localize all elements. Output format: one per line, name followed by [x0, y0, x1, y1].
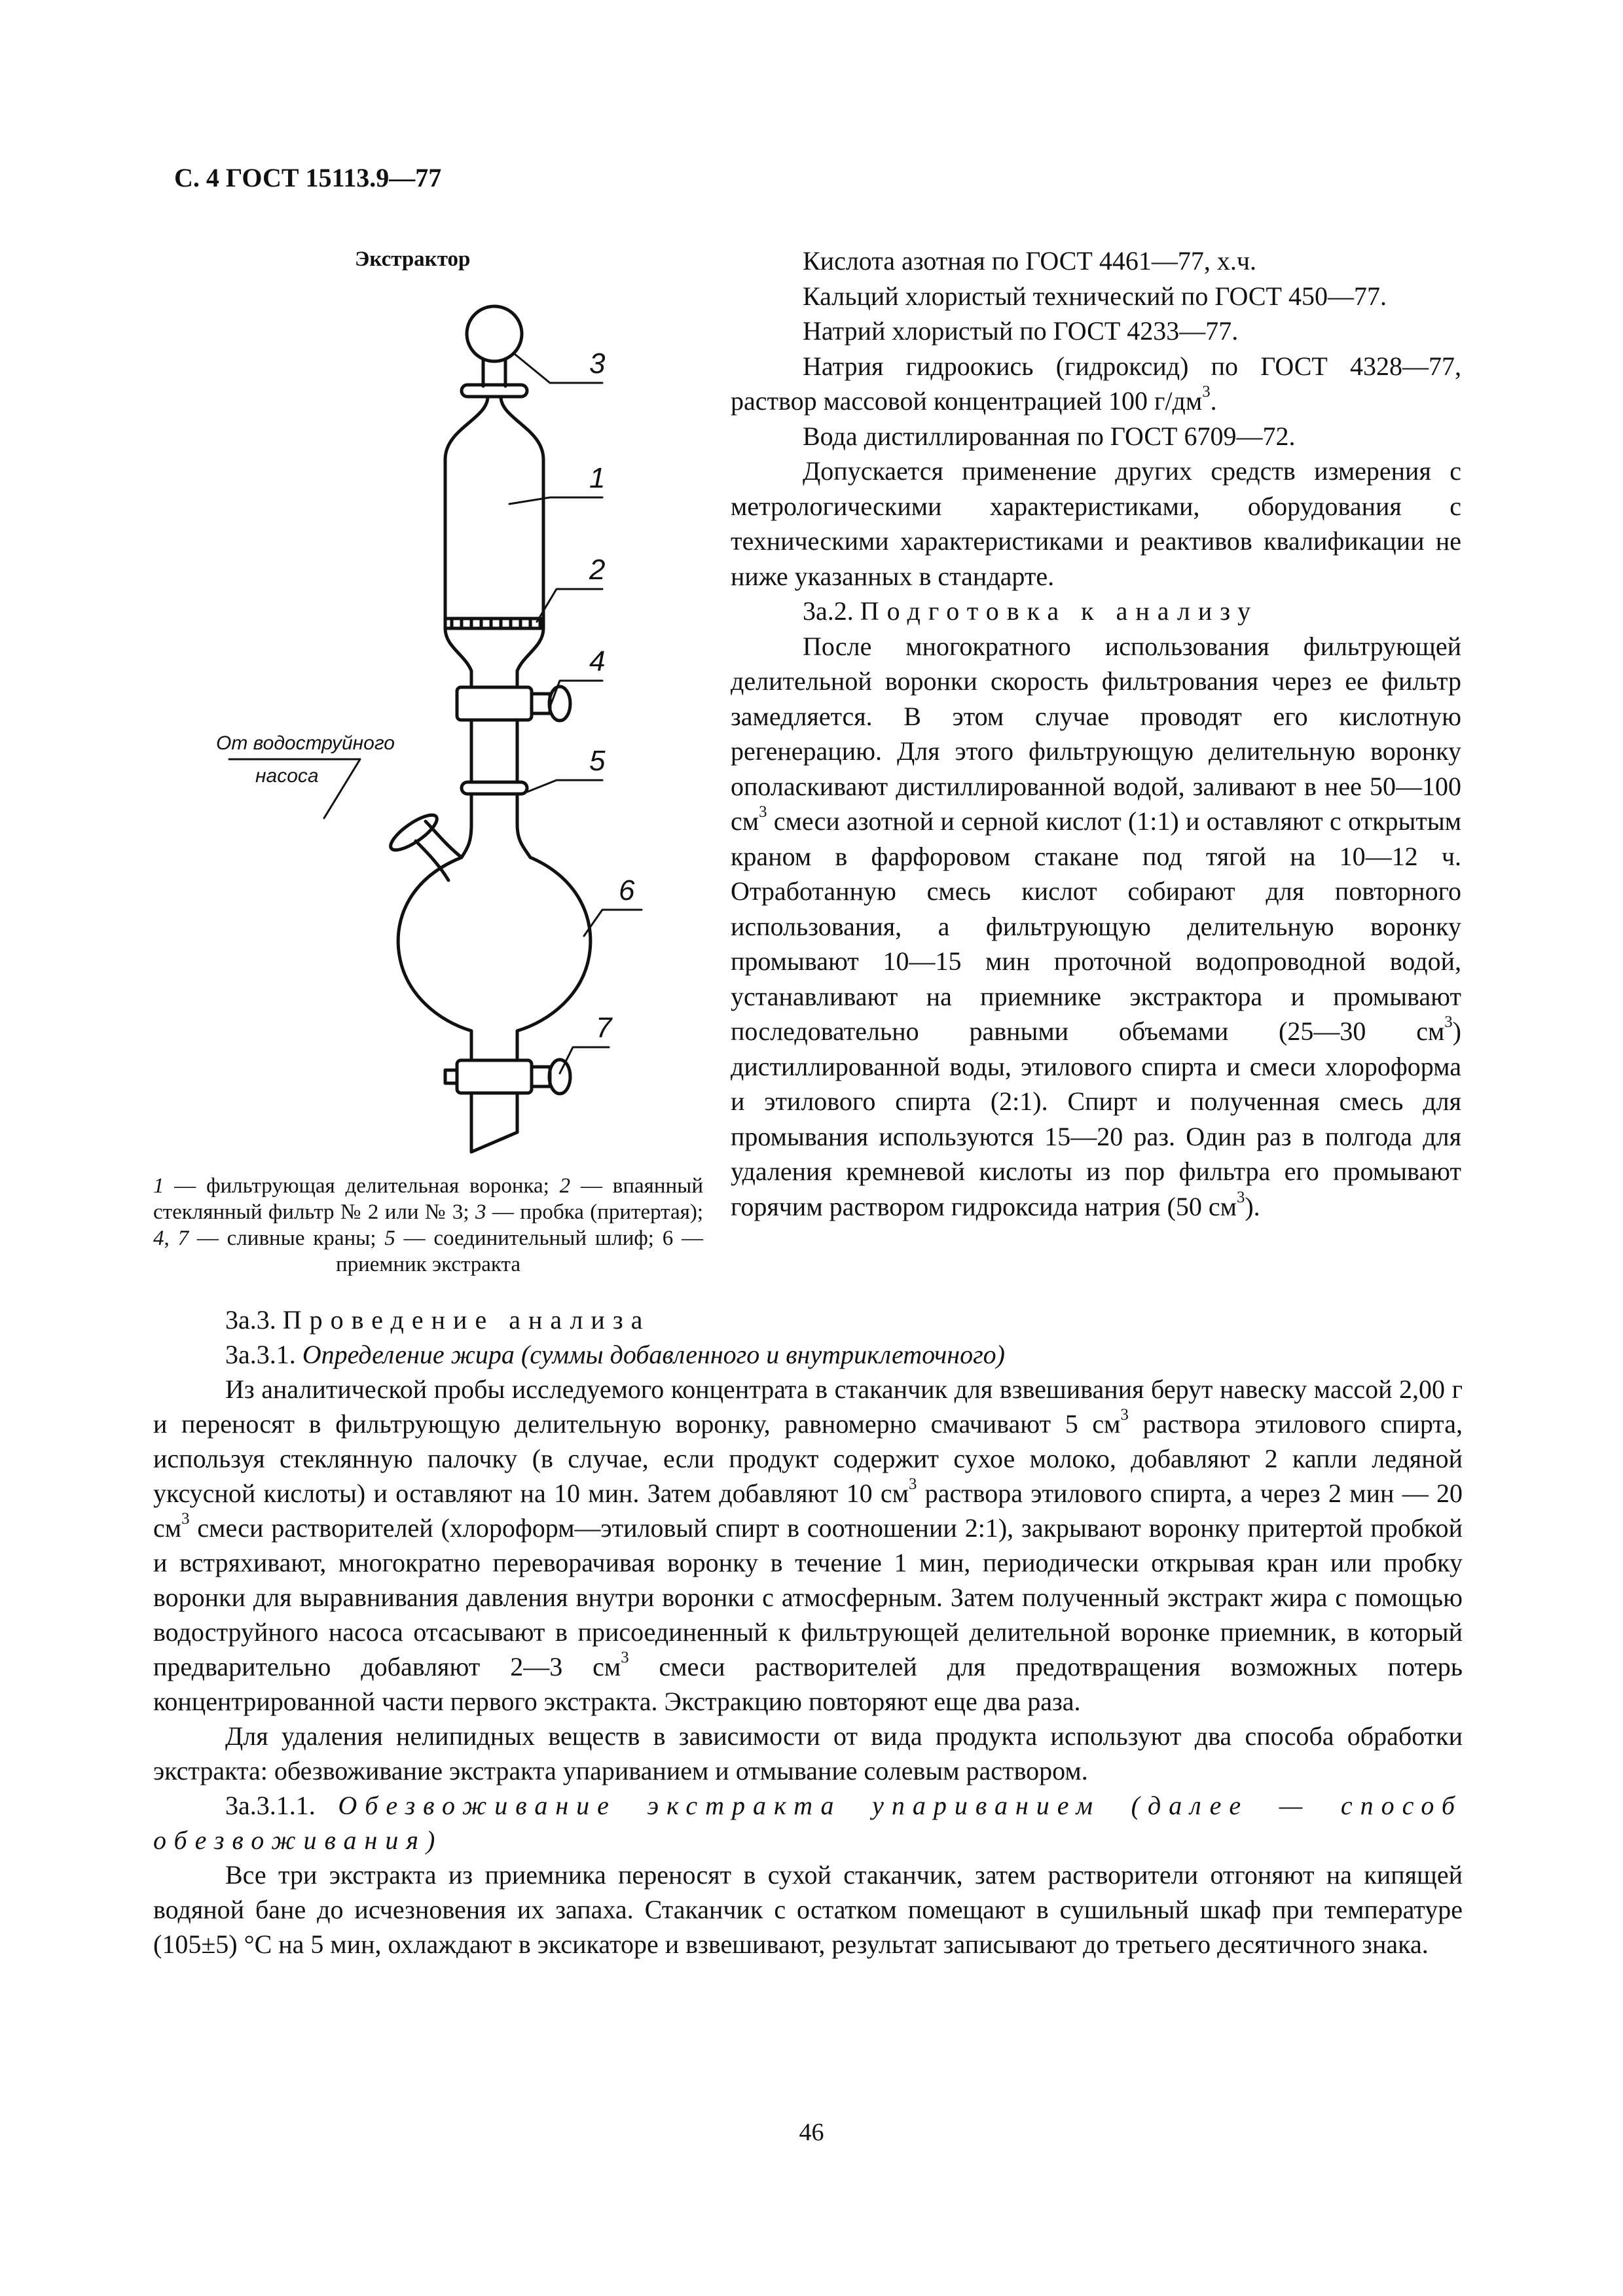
callout-2: 2: [589, 554, 606, 586]
reagent-line: Кальций хлористый технический по ГОСТ 450—77.: [803, 281, 1387, 311]
reagent-line: Кислота азотная по ГОСТ 4461—77, х.ч.: [803, 246, 1256, 276]
subsubsection-heading: [153, 1788, 1463, 1857]
text-run: раствора этилового спирта, используя стеклянную палочку (в случае, если продукт содержит сухое молоко, добавляют 2 капли ледяной уксусной кислоты) и оставляют на 10 мин. Затем добавляют 10 см: [153, 1409, 1463, 1508]
text-run: ).: [1245, 1191, 1260, 1221]
section-heading: [731, 594, 1461, 629]
section-title: Обезвоживание экстракта упариванием (далее — способ обезвоживания): [153, 1791, 1463, 1855]
text-run: .: [1210, 386, 1217, 416]
right-column: [731, 243, 1461, 1224]
section-number: 3а.3.: [225, 1305, 283, 1335]
ground-joint: [462, 782, 527, 794]
text-run: раствора этилового спирта, а через 2 мин — 20 см: [153, 1479, 1463, 1543]
figure-title: Экстрактор: [355, 247, 471, 271]
caption-text: ,: [164, 1227, 178, 1250]
text-run: Натрия гидроокись (гидроксид) по ГОСТ 4328—77, раствор массовой концентрацией 100 г/дм: [731, 351, 1461, 416]
caption-text: — сливные краны;: [189, 1227, 385, 1250]
extractor-figure: [183, 288, 707, 1158]
stopcock-upper: [457, 687, 532, 720]
drain-tip: [471, 1093, 517, 1152]
caption-num: 3: [475, 1200, 486, 1224]
caption-num: 2: [559, 1174, 571, 1198]
callout-1: 1: [589, 462, 606, 494]
page-header: С. 4 ГОСТ 15113.9—77: [174, 163, 442, 192]
text-run: После многократного использования фильтрующей делительной воронки скорость фильтрования через ее фильтр замедляется. В этом случае проводят его кислотную регенерацию. Для этого фильтрующую делительную воронку ополаскивают дистиллированной водой, заливают в нее 50—100 см: [731, 631, 1461, 836]
caption-text: — впаянный стеклянный фильтр № 2 или № 3;: [153, 1174, 703, 1224]
section-heading: [153, 1302, 1463, 1337]
text-run: смеси растворителей для предотвращения возможных потерь концентрированной части первого экстракта. Экстракцию повторяют еще два раза.: [153, 1652, 1463, 1716]
side-arm: [416, 821, 462, 880]
text-run: смеси азотной и серной кислот (1:1) и оставляют с открытым краном в фарфоровом стакане под тягой на 10—12 ч. Отработанную смесь кислот собирают для повторного использования, а фильтрующую делительную воронку промывают 10—15 мин проточной водопроводной водой, устанавливают на приемнике экстрактора и промывают последовательно равными объемами (25—30 см: [731, 806, 1461, 1046]
section-number: 3а.3.1.: [225, 1340, 302, 1369]
superscript: 3: [759, 803, 767, 821]
caption-num: 5: [384, 1227, 395, 1250]
paragraph: Все три экстракта из приемника переносят в сухой стаканчик, затем растворители отгоняют на кипящей водяной бане до исчезновения их запаха. Стаканчик с остатком помещают в сушильный шкаф при температуре (105±5) °С на 5 мин, охлаждают в эксикаторе и взвешивают, результат записывают до третьего десятичного знака.: [153, 1860, 1463, 1959]
section-title: Определение жира (суммы добавленного и внутриклеточного): [302, 1340, 1005, 1369]
filter-funnel-body: [445, 397, 543, 687]
paragraph: [731, 629, 1461, 1225]
fritted-filter: [445, 619, 543, 628]
section-number: 3а.3.1.1.: [225, 1791, 338, 1820]
receiver-flask: [398, 857, 591, 1060]
superscript: 3: [1444, 1013, 1453, 1031]
superscript: 3: [621, 1649, 629, 1667]
caption-num: 4: [153, 1227, 164, 1250]
inlet-label-line2: насоса: [255, 765, 319, 787]
caption-num: 1: [153, 1174, 164, 1198]
stopper-collar: [462, 385, 527, 397]
callout-6: 6: [619, 874, 635, 906]
text-run: Из аналитической пробы исследуемого концентрата в стаканчик для взвешивания берут навеску массой 2,00 г и переносят в фильтрующую делительную воронку, равномерно смачивают 5 см: [153, 1374, 1463, 1439]
section-number: 3а.2.: [803, 596, 860, 626]
body-text: [153, 1302, 1463, 1962]
superscript: 3: [1202, 383, 1211, 401]
reagent-line: Вода дистиллированная по ГОСТ 6709—72.: [803, 421, 1296, 451]
text-run: смеси растворителей (хлороформ—этиловый спирт в соотношении 2:1), закрывают воронку притертой пробкой и встряхивают, многократно переворачивая воронку в течение 1 мин, периодически открывая кран или пробку воронки для выравнивания давления внутри воронки с атмосферным. Затем полученный экстракт жира с помощью водоструйного насоса отсасывают в присоединенный к фильтрующей делительной воронке приемник, в который предварительно добавляют 2—3 см: [153, 1513, 1463, 1681]
paragraph: [153, 1372, 1463, 1719]
caption-num: 7: [177, 1227, 189, 1250]
caption-text: — пробка (притертая);: [486, 1200, 703, 1224]
section-title: Подготовка к анализу: [860, 596, 1259, 626]
superscript: 3: [1236, 1188, 1245, 1206]
paragraph: Для удаления нелипидных веществ в зависимости от вида продукта используют два способа обработки экстракта: обезвоживание экстракта упариванием и отмывание солевым раствором.: [153, 1721, 1463, 1785]
subsection-heading: [153, 1337, 1463, 1372]
callout-7: 7: [596, 1012, 612, 1044]
caption-text: — соединительный шлиф; 6 — приемник экстракта: [335, 1227, 704, 1276]
page-number: 46: [799, 2119, 824, 2146]
reagent-line: Натрий хлористый по ГОСТ 4233—77.: [803, 316, 1239, 346]
text-run: ) дистиллированной воды, этилового спирта и смеси хлороформа и этилового спирта (2:1). Спирт и полученная смесь для промывания используются 15—20 раз. Один раз в полгода для удаления кремневой кислоты из пор фильтра его промывают горячим раствором гидроксида натрия (50 см: [731, 1016, 1461, 1221]
stopcock-lower: [457, 1060, 532, 1093]
figure-caption: [153, 1173, 703, 1278]
reagent-line: [731, 349, 1461, 419]
callout-3: 3: [589, 348, 606, 380]
section-title: Проведение анализа: [282, 1305, 651, 1335]
superscript: 3: [1120, 1406, 1129, 1424]
paragraph: Допускается применение других средств измерения с метрологическими характеристиками, оборудования с техническими характеристиками и реактивов квалификации не ниже указанных в стандарте.: [731, 456, 1461, 591]
superscript: 3: [181, 1510, 190, 1528]
caption-text: — фильтрующая делительная воронка;: [164, 1174, 560, 1198]
superscript: 3: [908, 1475, 917, 1494]
inlet-label-line1: От водоструйного: [216, 732, 395, 754]
callout-5: 5: [589, 745, 606, 777]
callout-4: 4: [589, 645, 606, 677]
